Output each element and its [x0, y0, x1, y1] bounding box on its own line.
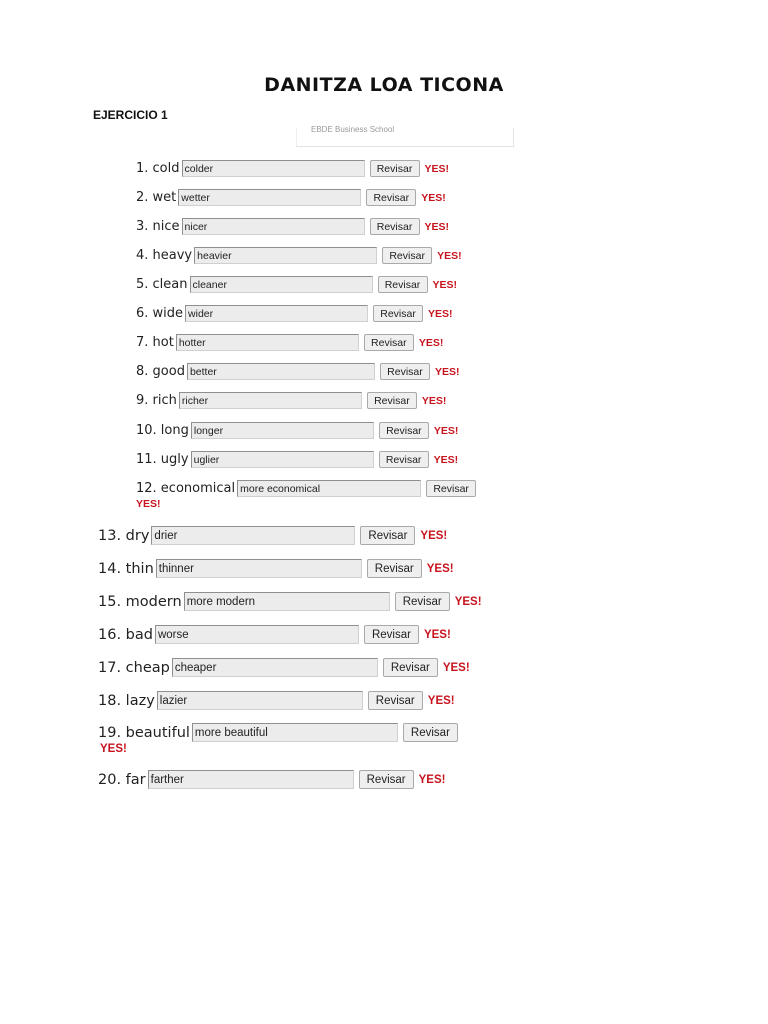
exercise-row [136, 363, 459, 380]
cropped-caption: EBDE Business School [311, 125, 395, 134]
answer-input[interactable]: better [187, 363, 375, 380]
feedback-label: YES! [454, 595, 482, 608]
exercise-row [136, 189, 446, 206]
page-title: DANITZA LOA TICONA [264, 74, 504, 96]
item-label: 6. wide [136, 306, 184, 321]
exercise-row [136, 422, 458, 439]
revisar-button[interactable]: Revisar [360, 526, 415, 545]
exercise-row [136, 334, 443, 351]
feedback-label: YES! [424, 162, 450, 175]
item-label: 3. nice [136, 219, 180, 234]
cropped-screenshot-edge [296, 125, 514, 147]
exercise-row [98, 723, 458, 742]
item-label: 18. lazy [98, 692, 155, 709]
revisar-button[interactable]: Revisar [403, 723, 458, 742]
feedback-label: YES! [418, 336, 444, 349]
exercise-row [136, 218, 449, 235]
answer-input[interactable]: wetter [178, 189, 361, 206]
revisar-button[interactable]: Revisar [367, 392, 417, 409]
item-label: 10. long [136, 423, 189, 438]
revisar-button[interactable]: Revisar [370, 218, 420, 235]
feedback-label: YES! [433, 424, 459, 437]
item-label: 17. cheap [98, 659, 170, 676]
item-label: 2. wet [136, 190, 177, 205]
feedback-label: YES! [434, 365, 460, 378]
exercise-row [98, 559, 454, 578]
answer-input[interactable]: cheaper [172, 658, 378, 677]
feedback-label: YES! [136, 498, 161, 510]
feedback-label: YES! [423, 628, 451, 641]
answer-input[interactable]: worse [155, 625, 359, 644]
item-label: 9. rich [136, 393, 177, 408]
feedback-label: YES! [418, 773, 446, 786]
revisar-button[interactable]: Revisar [364, 625, 419, 644]
revisar-button[interactable]: Revisar [379, 451, 429, 468]
exercise-row [98, 592, 482, 611]
revisar-button[interactable]: Revisar [364, 334, 414, 351]
exercise-row [98, 526, 447, 545]
answer-input[interactable]: more economical [237, 480, 421, 497]
answer-input[interactable]: thinner [156, 559, 362, 578]
item-label: 20. far [98, 771, 146, 788]
answer-input[interactable]: more beautiful [192, 723, 398, 742]
exercise-row [98, 691, 455, 710]
feedback-label: YES! [421, 394, 447, 407]
exercise-row [98, 658, 470, 677]
answer-input[interactable]: wider [185, 305, 368, 322]
revisar-button[interactable]: Revisar [370, 160, 420, 177]
feedback-label: YES! [433, 453, 459, 466]
item-label: 14. thin [98, 560, 154, 577]
exercise-row [136, 305, 453, 322]
revisar-button[interactable]: Revisar [380, 363, 430, 380]
feedback-label: YES! [437, 249, 462, 262]
feedback-label: YES! [427, 694, 455, 707]
feedback-label: YES! [421, 191, 446, 204]
item-label: 5. clean [136, 277, 188, 292]
item-label: 11. ugly [136, 452, 189, 467]
item-label: 1. cold [136, 161, 180, 176]
answer-input[interactable]: uglier [191, 451, 374, 468]
feedback-label: YES! [424, 220, 450, 233]
item-label: 16. bad [98, 626, 153, 643]
item-label: 7. hot [136, 335, 174, 350]
revisar-button[interactable]: Revisar [373, 305, 423, 322]
exercise-row [136, 392, 446, 409]
item-label: 8. good [136, 364, 185, 379]
revisar-button[interactable]: Revisar [366, 189, 416, 206]
answer-input[interactable]: cleaner [190, 276, 373, 293]
revisar-button[interactable]: Revisar [368, 691, 423, 710]
revisar-button[interactable]: Revisar [426, 480, 476, 497]
exercise-row [136, 480, 476, 497]
feedback-label: YES! [432, 278, 458, 291]
item-label: 15. modern [98, 593, 182, 610]
feedback-label: YES! [428, 307, 453, 320]
exercise-row [136, 247, 462, 264]
answer-input[interactable]: longer [191, 422, 374, 439]
feedback-label: YES! [100, 743, 127, 755]
revisar-button[interactable]: Revisar [359, 770, 414, 789]
answer-input[interactable]: farther [148, 770, 354, 789]
answer-input[interactable]: richer [179, 392, 362, 409]
answer-input[interactable]: drier [151, 526, 355, 545]
item-label: 13. dry [98, 527, 150, 544]
revisar-button[interactable]: Revisar [378, 276, 428, 293]
answer-input[interactable]: heavier [194, 247, 377, 264]
feedback-label: YES! [426, 562, 454, 575]
revisar-button[interactable]: Revisar [379, 422, 429, 439]
exercise-row [136, 160, 449, 177]
answer-input[interactable]: colder [182, 160, 365, 177]
revisar-button[interactable]: Revisar [383, 658, 438, 677]
item-label: 19. beautiful [98, 724, 190, 741]
answer-input[interactable]: hotter [176, 334, 359, 351]
revisar-button[interactable]: Revisar [382, 247, 432, 264]
exercise-heading: EJERCICIO 1 [93, 108, 168, 122]
exercise-row [136, 276, 457, 293]
answer-input[interactable]: nicer [182, 218, 365, 235]
answer-input[interactable]: more modern [184, 592, 390, 611]
exercise-row [98, 770, 445, 789]
revisar-button[interactable]: Revisar [367, 559, 422, 578]
exercise-row [136, 451, 458, 468]
answer-input[interactable]: lazier [157, 691, 363, 710]
item-label: 12. economical [136, 481, 236, 496]
revisar-button[interactable]: Revisar [395, 592, 450, 611]
feedback-label: YES! [420, 529, 448, 542]
feedback-label: YES! [442, 661, 470, 674]
item-label: 4. heavy [136, 248, 193, 263]
exercise-row [98, 625, 451, 644]
